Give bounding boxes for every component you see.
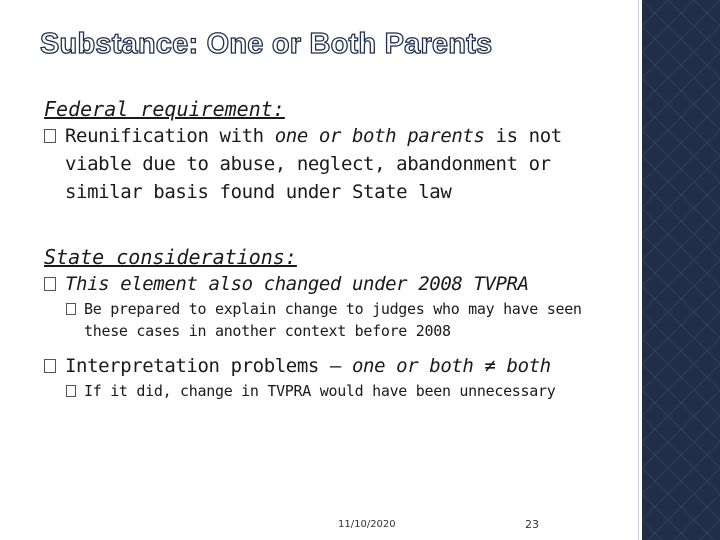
state-bullet-interpretation-prefix: Interpretation problems –: [65, 355, 353, 377]
bullet-box-icon: [44, 277, 56, 291]
slide-number: 23: [525, 518, 539, 531]
state-bullet-tvpra: [44, 270, 619, 298]
slide-title: Substance: One or Both Parents: [40, 28, 493, 60]
state-bullet-interpretation-emphasis: one or both ≠ both: [352, 355, 551, 377]
federal-bullet-prefix: Reunification with: [65, 125, 275, 147]
state-bullet-tvpra-text: This element also changed under 2008 TVPRA: [65, 273, 529, 295]
federal-bullet: [44, 122, 619, 206]
federal-bullet-emphasis: one or both parents: [274, 125, 485, 147]
state-sub-bullet-tvpra-text: If it did, change in TVPRA would have been unnecessary: [84, 382, 556, 400]
state-bullet-interpretation: [44, 352, 619, 380]
state-sub-bullet-judges: [44, 298, 619, 342]
federal-bullet-suffix: is not viable due to abuse, neglect, abandonment or similar basis found under State law: [65, 125, 562, 203]
state-sub-bullet-judges-text: Be prepared to explain change to judges who may have seen these cases in another context before 2008: [84, 300, 582, 340]
bullet-box-icon: [66, 303, 76, 315]
bullet-box-icon: [66, 385, 76, 397]
federal-heading: Federal requirement:: [44, 97, 285, 121]
slide-body: [44, 96, 619, 402]
bullet-box-icon: [44, 129, 56, 143]
decorative-side-panel: [642, 0, 720, 540]
footer-date: 11/10/2020: [338, 519, 396, 530]
bullet-box-icon: [44, 359, 56, 373]
state-sub-bullet-tvpra: [44, 380, 619, 402]
state-heading: State considerations:: [44, 245, 297, 269]
